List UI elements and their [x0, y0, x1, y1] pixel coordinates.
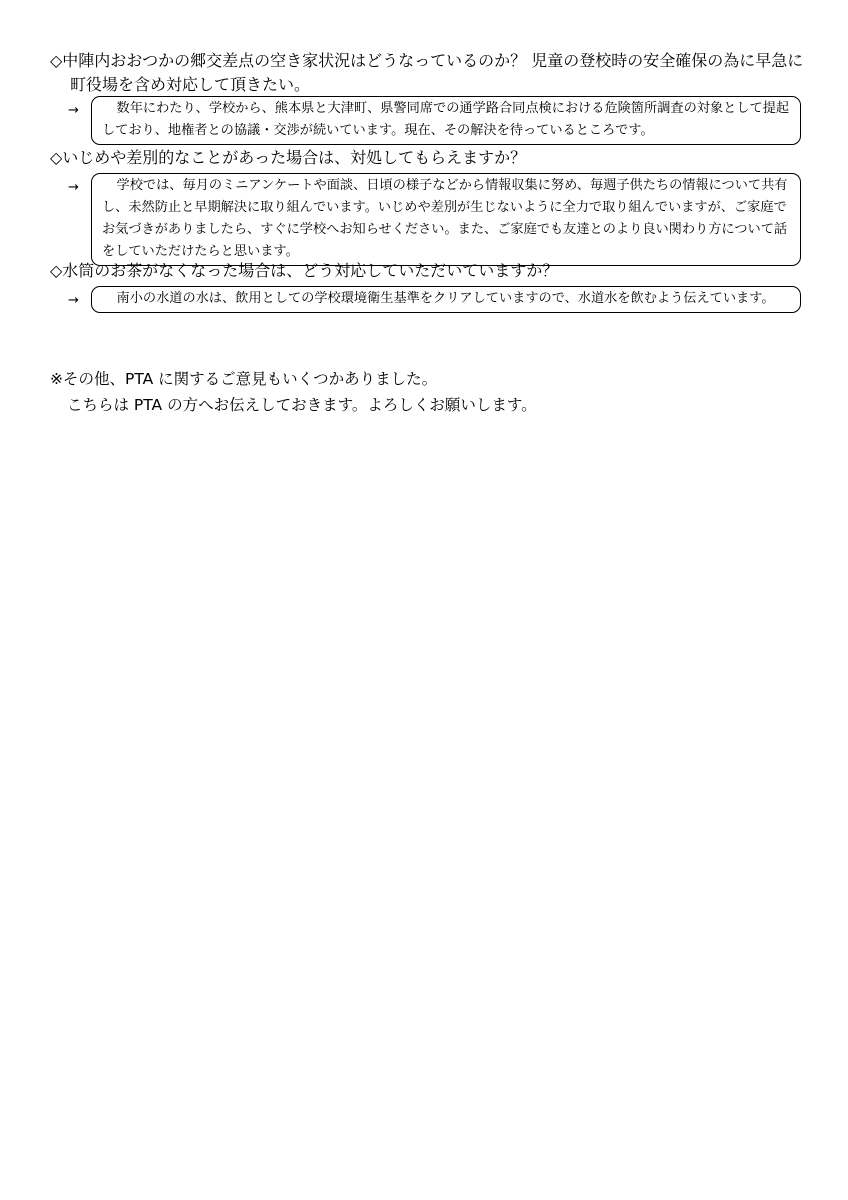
arrow-icon: → — [68, 180, 79, 195]
arrow-icon: → — [68, 103, 79, 118]
question-3-text: ◇水筒のお茶がなくなった場合は、どう対応していただいていますか？ — [50, 261, 559, 280]
answer-2-text: 学校では、毎月のミニアンケートや面談、日頃の様子などから情報収集に努め、毎週子供たちの情報について共有し、未然防止と早期解決に取り組んでいます。いじめや差別が生じないように全力で取り組んでいますが、ご家庭でお気づきがありましたら、すぐに学校へお知らせください。また、ご家庭でも友達とのより良い関わり方について話をしていただけたらと思います。 — [102, 178, 788, 259]
question-2 — [50, 146, 810, 170]
answer-1-box — [91, 96, 801, 145]
arrow-icon: → — [68, 293, 79, 308]
question-3 — [50, 259, 810, 283]
closing-note — [50, 366, 810, 418]
question-1-text: ◇中陣内おおつかの郷交差点の空き家状況はどうなっているのか？ 児童の登校時の安全確保の為に早急に町役場を含め対応して頂きたい。 — [50, 51, 804, 94]
note-line-1: ※その他、PTA に関するご意見もいくつかありました。 — [50, 370, 438, 388]
answer-2-box — [91, 173, 801, 266]
answer-3-text: 南小の水道の水は、飲用としての学校環境衛生基準をクリアしていますので、水道水を飲むよう伝えています。 — [116, 291, 775, 306]
answer-1-text: 数年にわたり、学校から、熊本県と大津町、県警同席での通学路合同点検における危険箇所調査の対象として提起しており、地権者との協議・交渉が続いています。現在、その解決を待っているところです。 — [102, 101, 790, 138]
note-line-2: こちらは PTA の方へお伝えしておきます。よろしくお願いします。 — [67, 396, 537, 414]
answer-3-box — [91, 286, 801, 313]
question-2-text: ◇いじめや差別的なことがあった場合は、対処してもらえますか？ — [50, 148, 527, 167]
question-1 — [50, 49, 810, 97]
